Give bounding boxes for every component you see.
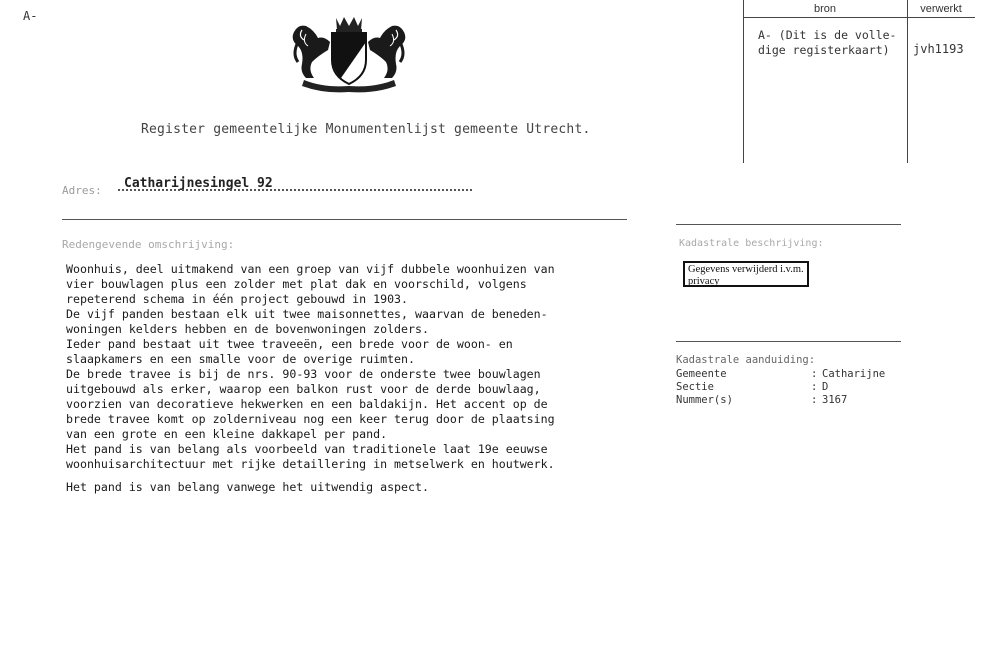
kad-colon: : <box>811 368 818 380</box>
bron-table-border <box>743 0 744 163</box>
corner-mark: A- <box>23 9 38 23</box>
kad-value-gemeente: Catharijne <box>822 368 886 380</box>
bron-table-header-line <box>743 17 975 18</box>
divider-line-right <box>676 224 901 225</box>
adres-label: Adres: <box>62 184 102 197</box>
kad-colon: : <box>811 394 818 406</box>
bron-header: bron <box>813 3 837 15</box>
omschrijving-paragraph: Woonhuis, deel uitmakend van een groep van vijf dubbele woonhuizen van vier bouwlagen plus een zolder met plat dak en voorschild, volgens repeterend schema in één project gebouwd in 1903. De vijf panden bestaan elk uit twee maisonnettes, waarvan de beneden- woningen kelders hebben en de bovenwoningen zolders. Ieder pand bestaat uit twee traveeën, een brede voor de woon- en slaapkamers en een smalle voor de overige ruimten. De brede travee is bij de nrs. 90-93 voor de onderste twee bouwlagen uitgebouwd als erker, waarop een balkon rust voor de derde bouwlaag, voorzien van decoratieve hekwerken en een baldakijn. Het accent op de brede travee komt op zolderniveau nog een keer terug door de plaatsing van een grote en een kleine dakkapel per pand. Het pand is van belang als voorbeeld van traditionele laat 19e eeuwse woonhuisarchitectuur met rijke detaillering in metselwerk en houtwerk. <box>66 262 555 471</box>
divider-line-right-lower <box>676 341 901 342</box>
adres-dotted-line <box>118 189 472 191</box>
kad-key-sectie: Sectie <box>676 381 714 393</box>
omschrijving-paragraph: Het pand is van belang vanwege het uitwendig aspect. <box>66 480 429 494</box>
omschrijving-text <box>66 262 636 495</box>
kadastrale-aanduiding-label: Kadastrale aanduiding: <box>676 354 816 366</box>
adres-value: Catharijnesingel 92 <box>124 176 273 191</box>
utrecht-coat-of-arms-icon <box>284 12 414 94</box>
kad-value-nummers: 3167 <box>822 394 848 406</box>
omschrijving-label: Redengevende omschrijving: <box>62 238 235 251</box>
divider-line <box>62 219 627 220</box>
privacy-notice-box: Gegevens verwijderd i.v.m. privacy <box>683 261 809 287</box>
kad-value-sectie: D <box>822 381 829 393</box>
kad-key-gemeente: Gemeente <box>676 368 727 380</box>
kad-colon: : <box>811 381 818 393</box>
register-title: Register gemeentelijke Monumentenlijst gemeente Utrecht. <box>141 122 591 137</box>
verwerkt-header: verwerkt <box>920 3 962 15</box>
verwerkt-value: jvh1193 <box>913 42 964 56</box>
kad-key-nummers: Nummer(s) <box>676 394 733 406</box>
bron-value: A- (Dit is de volle- dige registerkaart) <box>758 28 897 57</box>
kadastrale-beschrijving-label: Kadastrale beschrijving: <box>679 238 824 249</box>
bron-table-divider <box>907 0 908 163</box>
